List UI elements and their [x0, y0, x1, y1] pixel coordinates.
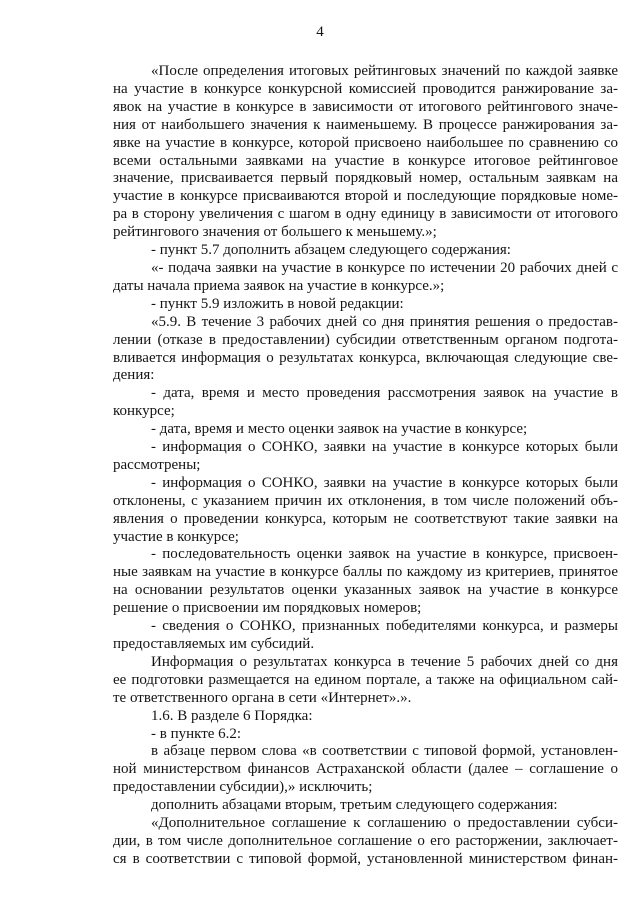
- text-line: явке на участие в конкурсе, которой присвоено наибольшее по сравнению со: [113, 134, 618, 151]
- text-line: - пункт 5.9 изложить в новой редакции:: [151, 295, 404, 312]
- text-line: даты начала приема заявок на участие в конкурсе.»;: [113, 277, 445, 294]
- text-line: отклонены, с указанием причин их отклонения, в том числе положений объ-: [113, 492, 618, 509]
- text-line: 1.6. В разделе 6 Порядка:: [151, 707, 313, 724]
- text-line: ные заявкам на участие в конкурсе баллы по каждому из критериев, принятое: [113, 564, 618, 581]
- text-line: «Дополнительное соглашение к соглашению о предоставлении субси-: [151, 815, 618, 832]
- text-line: всеми остальными заявками на участие в конкурсе итоговое рейтинговое: [113, 152, 618, 169]
- text-line: «5.9. В течение 3 рабочих дней со дня принятия решения о предостав-: [151, 313, 618, 330]
- text-line: ся в соответствии с типовой формой, установленной министерством финан-: [113, 850, 618, 867]
- text-line: «- подача заявки на участие в конкурсе по истечении 20 рабочих дней с: [151, 259, 618, 276]
- list-item: [113, 546, 618, 618]
- text-line: лении (отказе в предоставлении) субсидии ответственным органом подгота-: [113, 331, 618, 348]
- text-line: - в пункте 6.2:: [151, 725, 242, 742]
- text-line: - информация о СОНКО, заявки на участие в конкурсе которых были: [151, 474, 618, 491]
- text-line: ра в сторону увеличения с шагом в одну единицу в зависимости от итогового: [113, 206, 618, 223]
- text-line: на участие в конкурсе конкурсной комиссией проводится ранжирование за-: [113, 80, 618, 97]
- text-line: ее подготовки размещается на едином портале, а также на официальном сай-: [113, 671, 618, 688]
- text-line: в абзаце первом слова «в соответствии с типовой формой, установлен-: [151, 743, 618, 760]
- list-item: [113, 439, 618, 475]
- text-line: дополнить абзацами вторым, третьим следующего содержания:: [151, 797, 558, 814]
- list-item: [113, 242, 618, 260]
- text-line: на основании результатов оценки указанных заявок на участие в конкурсе: [113, 582, 618, 599]
- text-line: «После определения итоговых рейтинговых значений по каждой заявке: [151, 63, 618, 79]
- list-item: [113, 385, 618, 421]
- paragraph: [113, 815, 618, 869]
- paragraph: [113, 314, 618, 386]
- document-body: [113, 63, 618, 869]
- text-line: те ответственного органа в сети «Интернет».».: [113, 689, 412, 706]
- text-line: - сведения о СОНКО, признанных победителями конкурса, и размеры: [151, 618, 618, 635]
- list-item: [113, 421, 618, 439]
- page-number: 4: [316, 24, 324, 40]
- text-line: участие в конкурсе;: [113, 528, 239, 545]
- paragraph: [113, 743, 618, 797]
- text-line: предоставлении субсидии),» исключить;: [113, 779, 373, 796]
- text-line: явления о проведении конкурса, которым не соответствуют такие заявки на: [113, 510, 618, 527]
- text-line: значение, присваивается первый порядковый номер, остальным заявкам на: [113, 170, 618, 187]
- text-line: - дата, время и место оценки заявок на участие в конкурсе;: [151, 421, 528, 438]
- text-line: - информация о СОНКО, заявки на участие в конкурсе которых были: [151, 439, 618, 456]
- text-line: участие в конкурсе присваиваются второй и последующие порядковые номе-: [113, 188, 618, 205]
- text-line: дии, в том числе дополнительное соглашение о его расторжении, заключает-: [113, 832, 618, 849]
- text-line: - последовательность оценки заявок на участие в конкурсе, присвоен-: [151, 546, 618, 563]
- text-line: Информация о результатах конкурса в течение 5 рабочих дней со дня: [151, 653, 618, 670]
- list-item: [113, 726, 618, 744]
- text-line: рассмотрены;: [113, 456, 201, 473]
- paragraph: [113, 260, 618, 296]
- text-line: ной министерством финансов Астраханской области (далее – соглашение о: [113, 761, 618, 778]
- text-line: рейтингового значения от большего к меньшему.»;: [113, 224, 437, 241]
- text-line: - дата, время и место проведения рассмотрения заявок на участие в: [151, 385, 618, 402]
- text-line: - пункт 5.7 дополнить абзацем следующего содержания:: [151, 242, 511, 259]
- paragraph: [113, 797, 618, 815]
- text-line: явок на участие в конкурсе в зависимости от итогового рейтингового значе-: [113, 98, 618, 115]
- paragraph: [113, 63, 618, 242]
- text-line: вливается информация о результатах конкурса, включающая следующие све-: [113, 349, 618, 366]
- text-line: предоставляемых им субсидий.: [113, 636, 315, 652]
- text-line: дения:: [113, 367, 155, 384]
- list-item: [113, 618, 618, 654]
- text-line: решение о присвоении им порядковых номеров;: [113, 600, 422, 617]
- list-item: [113, 296, 618, 314]
- section-heading: [113, 708, 618, 726]
- text-line: конкурсе;: [113, 403, 175, 420]
- paragraph: [113, 654, 618, 708]
- text-line: ния от наибольшего значения к наименьшему. В процессе ранжирования за-: [113, 116, 618, 133]
- list-item: [113, 475, 618, 547]
